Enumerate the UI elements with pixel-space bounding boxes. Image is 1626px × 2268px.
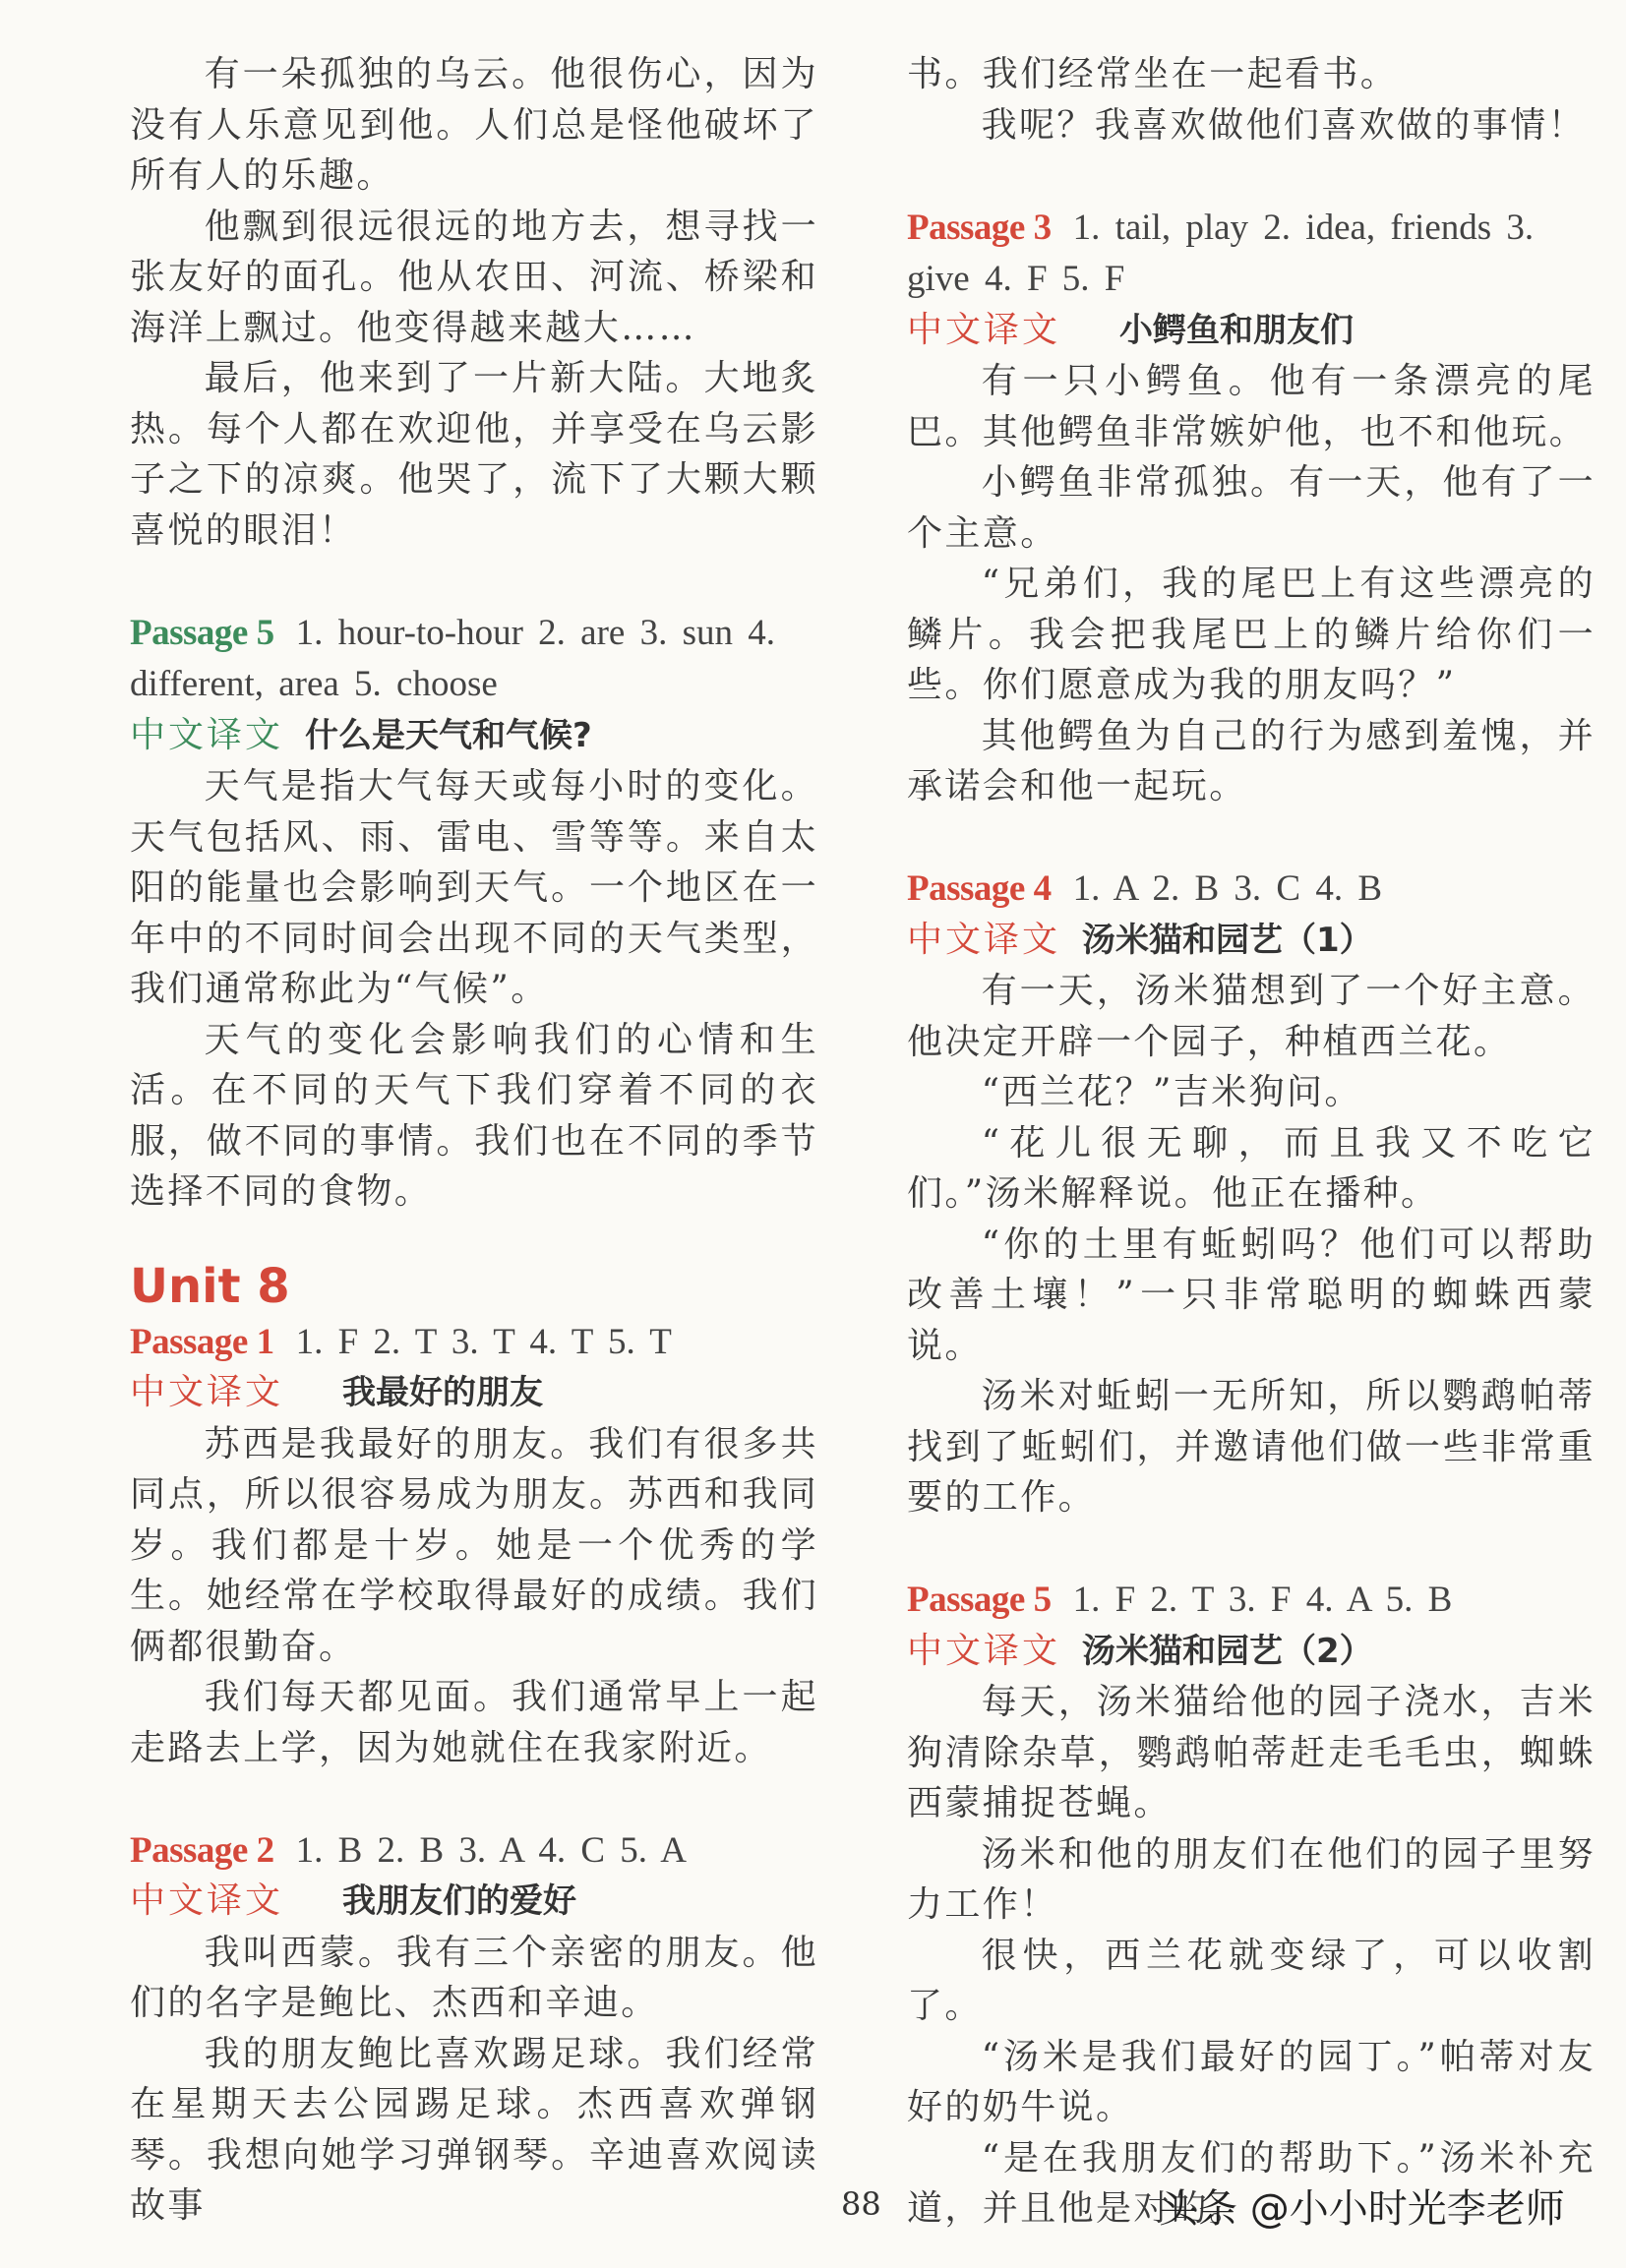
- translation-title: 汤米猫和园艺（1）: [1082, 920, 1373, 960]
- passage-label: Passage 5: [130, 612, 274, 653]
- translation-label: 中文译文: [907, 309, 1061, 350]
- translation-title: 我朋友们的爱好: [342, 1881, 577, 1921]
- paragraph: 有一朵孤独的乌云。他很伤心，因为没有人乐意见到他。人们总是怪他破坏了所有人的乐趣。: [130, 54, 818, 196]
- passage-heading: [907, 1574, 1596, 1626]
- paragraph: 我的朋友鲍比喜欢踢足球。我们经常在星期天去公园踢足球。杰西喜欢弹钢琴。我想向她学习弹钢琴。辛迪喜欢阅读故事: [130, 2033, 818, 2226]
- paragraph: “汤米是我们最好的园丁。”帕蒂对友好的奶牛说。: [907, 2036, 1596, 2127]
- translation-heading: [130, 1876, 818, 1928]
- paragraph: “花儿很无聊，而且我又不吃它们。”汤米解释说。他正在播种。: [907, 1122, 1596, 1214]
- answers: 1. hour-to-hour 2. are 3. sun 4. different, area 5. choose: [130, 612, 775, 704]
- paragraph: 很快，西兰花就变绿了，可以收割了。: [907, 1935, 1596, 2026]
- footer-watermark: 头条 @小小时光李老师: [1159, 2186, 1565, 2232]
- passage-heading: [130, 607, 818, 710]
- paragraph: “是在我朋友们的帮助下。”汤米补充道，并且他是对的。: [907, 2137, 1596, 2229]
- translation-title: 小鳄鱼和朋友们: [1119, 310, 1355, 350]
- paragraph: 每天，汤米猫给他的园子浇水，吉米狗清除杂草，鹦鹉帕蒂赶走毛毛虫，蜘蛛西蒙捕捉苍蝇。: [907, 1682, 1596, 1823]
- translation-label: 中文译文: [907, 1630, 1061, 1671]
- paragraph: 我呢？我喜欢做他们喜欢做的事情！: [981, 104, 1586, 146]
- answers: 1. tail, play 2. idea, friends 3. give 4. F 5. F: [907, 207, 1535, 299]
- translation-title: 汤米猫和园艺（2）: [1082, 1631, 1373, 1671]
- paragraph: 我们每天都见面。我们通常早上一起走路去上学，因为她就住在我家附近。: [130, 1677, 818, 1768]
- paragraph: 汤米对蚯蚓一无所知，所以鹦鹉帕蒂找到了蚯蚓们，并邀请他们做一些非常重要的工作。: [907, 1376, 1596, 1518]
- paragraph: 我叫西蒙。我有三个亲密的朋友。他们的名字是鲍比、杰西和辛迪。: [130, 1932, 818, 2023]
- passage-heading: [907, 202, 1596, 305]
- passage-label: Passage 4: [907, 868, 1052, 909]
- paragraph: 其他鳄鱼为自己的行为感到羞愧，并承诺会和他一起玩。: [907, 715, 1596, 806]
- translation-title: 什么是天气和气候?: [305, 715, 592, 755]
- paragraph: 有一只小鳄鱼。他有一条漂亮的尾巴。其他鳄鱼非常嫉妒他，也不和他玩。: [907, 361, 1596, 452]
- paragraph: 书。我们经常坐在一起看书。: [907, 54, 1399, 94]
- right-column: [907, 49, 1596, 2235]
- translation-label: 中文译文: [130, 1372, 284, 1412]
- paragraph: “你的土里有蚯蚓吗？他们可以帮助改善土壤！”一只非常聪明的蜘蛛西蒙说。: [907, 1224, 1596, 1366]
- translation-heading: [130, 1367, 818, 1419]
- passage-heading: [907, 863, 1596, 915]
- paragraph: 苏西是我最好的朋友。我们有很多共同点，所以很容易成为朋友。苏西和我同岁。我们都是十岁。她是一个优秀的学生。她经常在学校取得最好的成绩。我们俩都很勤奋。: [130, 1423, 818, 1667]
- paragraph: “西兰花？”吉米狗问。: [981, 1072, 1362, 1112]
- translation-label: 中文译文: [130, 714, 284, 755]
- page-number: 88: [841, 2185, 881, 2223]
- translation-heading: [130, 710, 818, 762]
- paragraph: 天气是指大气每天或每小时的变化。天气包括风、雨、雷电、雪等等。来自太阳的能量也会影响到天气。一个地区在一年中的不同时间会出现不同的天气类型，我们通常称此为“气候”。: [130, 766, 818, 1009]
- passage-label: Passage 5: [907, 1580, 1052, 1620]
- paragraph: 有一天，汤米猫想到了一个好主意。他决定开辟一个园子，种植西兰花。: [907, 971, 1596, 1062]
- answers: 1. B 2. B 3. A 4. C 5. A: [295, 1829, 687, 1871]
- paragraph: 汤米和他的朋友们在他们的园子里努力工作！: [907, 1833, 1596, 1925]
- unit-title: Unit 8: [130, 1258, 290, 1314]
- answers: 1. F 2. T 3. T 4. T 5. T: [295, 1321, 672, 1362]
- paragraph: 他飘到很远很远的地方去，想寻找一张友好的面孔。他从农田、河流、桥梁和海洋上飘过。他变得越来越大……: [130, 206, 818, 348]
- answers: 1. F 2. T 3. F 4. A 5. B: [1072, 1580, 1453, 1620]
- paragraph: 最后，他来到了一片新大陆。大地炙热。每个人都在欢迎他，并享受在乌云影子之下的凉爽。他哭了，流下了大颗大颗喜悦的眼泪！: [130, 358, 818, 551]
- translation-label: 中文译文: [130, 1880, 284, 1921]
- translation-heading: [907, 915, 1596, 967]
- passage-label: Passage 3: [907, 207, 1052, 248]
- paragraph: 小鳄鱼非常孤独。有一天，他有了一个主意。: [907, 462, 1596, 554]
- translation-heading: [907, 1626, 1596, 1678]
- paragraph: 天气的变化会影响我们的心情和生活。在不同的天气下我们穿着不同的衣服，做不同的事情。我们也在不同的季节选择不同的食物。: [130, 1019, 818, 1212]
- passage-label: Passage 1: [130, 1321, 274, 1362]
- passage-heading: [130, 1316, 818, 1368]
- translation-label: 中文译文: [907, 919, 1061, 960]
- answers: 1. A 2. B 3. C 4. B: [1072, 868, 1383, 909]
- translation-heading: [907, 305, 1596, 357]
- paragraph: “兄弟们，我的尾巴上有这些漂亮的鳞片。我会把我尾巴上的鳞片给你们一些。你们愿意成为我的朋友吗？”: [907, 564, 1596, 705]
- passage-heading: [130, 1824, 818, 1877]
- left-column: [130, 49, 818, 2232]
- translation-title: 我最好的朋友: [342, 1373, 544, 1412]
- passage-label: Passage 2: [130, 1829, 274, 1871]
